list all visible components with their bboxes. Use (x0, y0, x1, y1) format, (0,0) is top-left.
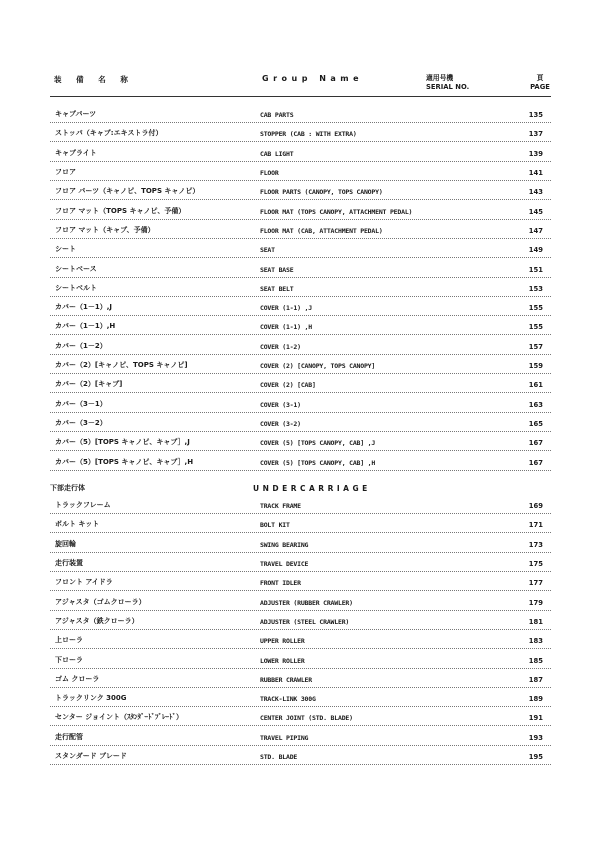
item-name-jp: ゴム クローラ (55, 674, 100, 683)
index-row[interactable] (50, 687, 551, 707)
item-name-jp: 走行装置 (55, 559, 83, 568)
page-number: 193 (528, 733, 543, 742)
header-rule (50, 96, 551, 97)
index-row[interactable] (50, 610, 551, 630)
index-row[interactable] (50, 373, 551, 393)
item-name-jp: カバー（3－2） (55, 418, 107, 427)
index-row[interactable] (50, 726, 551, 746)
page-number: 169 (528, 502, 543, 511)
item-name-en: COVER (1-1) ,H (260, 323, 312, 332)
header-page (530, 74, 550, 91)
item-name-jp: カバー（1－2） (55, 341, 107, 350)
item-name-en: COVER (5) [TOPS CANOPY, CAB] ,H (260, 458, 376, 467)
index-row[interactable] (50, 122, 551, 142)
header-page-en: PAGE (530, 82, 550, 91)
index-row[interactable] (50, 200, 551, 220)
page-number: 163 (528, 400, 543, 409)
index-row[interactable] (50, 668, 551, 688)
index-row[interactable] (50, 450, 551, 470)
page-number: 177 (528, 579, 543, 588)
page-number: 173 (528, 540, 543, 549)
item-name-jp: 走行配管 (55, 732, 83, 741)
page-number: 153 (528, 284, 543, 293)
item-name-en: BOLT KIT (260, 521, 290, 530)
index-row[interactable] (50, 103, 551, 123)
index-row[interactable] (50, 431, 551, 451)
page-number: 183 (528, 637, 543, 646)
index-row[interactable] (50, 277, 551, 297)
index-row[interactable] (50, 335, 551, 355)
item-name-jp: フロント アイドラ (55, 578, 113, 587)
index-row[interactable] (50, 648, 551, 668)
item-name-en: COVER (2) [CANOPY, TOPS CANOPY] (260, 362, 376, 371)
index-row[interactable] (50, 393, 551, 413)
header-name-jp: 装 備 名 称 (54, 75, 134, 84)
item-name-en: COVER (1-2) (260, 342, 301, 351)
index-row[interactable] (50, 219, 551, 239)
index-row[interactable] (50, 571, 551, 591)
item-name-jp: ストッパ（キャブ:エキストラ付） (55, 129, 163, 138)
item-name-en: TRAVEL PIPING (260, 733, 309, 742)
index-row[interactable] (50, 706, 551, 726)
item-name-en: TRACK FRAME (260, 502, 301, 511)
item-name-jp: フロア マット（キャブ、予備） (55, 225, 155, 234)
item-name-jp: トラックフレーム (55, 501, 111, 510)
item-name-en: SEAT BELT (260, 284, 294, 293)
index-row[interactable] (50, 552, 551, 572)
page-number: 157 (528, 342, 543, 351)
item-name-jp: キャブライト (55, 148, 97, 157)
index-row[interactable] (50, 315, 551, 335)
item-name-en: COVER (1-1) ,J (260, 304, 312, 313)
page-number: 155 (528, 304, 543, 313)
page-number: 167 (528, 439, 543, 448)
item-name-jp: 旋回輪 (55, 539, 76, 548)
item-name-jp: フロア パーツ（キャノピ、TOPS キャノピ） (55, 187, 200, 196)
item-name-en: UPPER ROLLER (260, 637, 305, 646)
section-title-jp: 下部走行体 (50, 484, 85, 492)
item-name-jp: カバー（2）[キャブ] (55, 380, 123, 389)
item-name-jp: 下ローラ (55, 655, 83, 664)
item-name-jp: カバー（2）[キャノピ、TOPS キャノピ] (55, 361, 188, 370)
page-number: 145 (528, 207, 543, 216)
item-name-jp: カバー（5）[TOPS キャノピ、キャブ］,J (55, 438, 190, 447)
page-number: 139 (528, 149, 543, 158)
item-name-jp: キャブパーツ (55, 110, 97, 119)
item-name-en: TRAVEL DEVICE (260, 560, 309, 569)
item-name-en: TRACK-LINK 300G (260, 695, 316, 704)
item-name-jp: スタンダード ブレード (55, 752, 127, 761)
page-number: 143 (528, 188, 543, 197)
index-row[interactable] (50, 745, 551, 765)
header-serial (426, 74, 469, 91)
page-number: 171 (528, 521, 543, 530)
item-name-en: ADJUSTER (STEEL CRAWLER) (260, 617, 350, 626)
section-title-en: UNDERCARRIAGE (253, 484, 371, 493)
item-name-en: FLOOR MAT (TOPS CANOPY, ATTACHMENT PEDAL) (260, 207, 413, 216)
page-number: 135 (528, 111, 543, 120)
item-name-jp: トラックリンク 300G (55, 694, 127, 703)
index-row[interactable] (50, 180, 551, 200)
item-name-en: FLOOR (260, 169, 279, 178)
item-name-en: CENTER JOINT (STD. BLADE) (260, 714, 353, 723)
page-number: 179 (528, 598, 543, 607)
page-number: 187 (528, 675, 543, 684)
index-row[interactable] (50, 513, 551, 533)
item-name-en: LOWER ROLLER (260, 656, 305, 665)
header-serial-en: SERIAL NO. (426, 82, 470, 91)
page-number: 137 (528, 130, 543, 139)
page-number: 147 (528, 226, 543, 235)
header-serial-jp: 適用号機 (426, 74, 454, 82)
item-name-en: CAB PARTS (260, 111, 294, 120)
item-name-en: STD. BLADE (260, 753, 298, 762)
header-group-name: Group Name (262, 74, 364, 83)
item-name-jp: センター ジョイント（ｽﾀﾝﾀﾞｰﾄﾞﾌﾞﾚｰﾄﾞ） (55, 713, 184, 722)
item-name-jp: シート (55, 245, 76, 254)
index-row[interactable] (50, 296, 551, 316)
item-name-jp: カバー（1－1）,H (55, 322, 116, 331)
page-number: 189 (528, 695, 543, 704)
item-name-en: SEAT (260, 246, 275, 255)
page-number: 181 (528, 617, 543, 626)
item-name-en: SWING BEARING (260, 540, 309, 549)
page-number: 151 (528, 265, 543, 274)
item-name-en: SEAT BASE (260, 265, 294, 274)
item-name-en: COVER (3-2) (260, 419, 301, 428)
item-name-jp: シートベース (55, 264, 97, 273)
item-name-jp: カバー（5）[TOPS キャノピ、キャブ］,H (55, 457, 194, 466)
item-name-en: STOPPER (CAB : WITH EXTRA) (260, 130, 357, 139)
page-number: 161 (528, 381, 543, 390)
page-number: 141 (528, 169, 543, 178)
item-name-en: CAB LIGHT (260, 149, 294, 158)
header-page-jp: 頁 (536, 74, 544, 82)
item-name-jp: シートベルト (55, 283, 97, 292)
item-name-en: FLOOR MAT (CAB, ATTACHMENT PEDAL) (260, 226, 383, 235)
item-name-jp: ボルト キット (55, 520, 100, 529)
item-name-en: FLOOR PARTS (CANOPY, TOPS CANOPY) (260, 188, 383, 197)
page-number: 185 (528, 656, 543, 665)
page-number: 165 (528, 419, 543, 428)
page-number: 191 (528, 714, 543, 723)
index-row[interactable] (50, 238, 551, 258)
index-row[interactable] (50, 354, 551, 374)
item-name-jp: カバー（1－1）,J (55, 303, 113, 312)
item-name-en: ADJUSTER (RUBBER CRAWLER) (260, 598, 353, 607)
item-name-en: COVER (2) [CAB] (260, 381, 316, 390)
section-header (50, 481, 551, 495)
index-row[interactable] (50, 629, 551, 649)
item-name-en: FRONT IDLER (260, 579, 301, 588)
item-name-en: COVER (3-1) (260, 400, 301, 409)
index-row[interactable] (50, 494, 551, 514)
item-name-en: RUBBER CRAWLER (260, 675, 312, 684)
item-name-jp: アジャスタ（ゴムクローラ） (55, 597, 146, 606)
item-name-jp: 上ローラ (55, 636, 83, 645)
item-name-en: COVER (5) [TOPS CANOPY, CAB] ,J (260, 439, 376, 448)
index-row[interactable] (50, 533, 551, 553)
item-name-jp: フロア マット（TOPS キャノピ、予備） (55, 206, 186, 215)
item-name-jp: アジャスタ（鉄クローラ） (55, 616, 139, 625)
page-number: 175 (528, 560, 543, 569)
index-row[interactable] (50, 142, 551, 162)
page-number: 155 (528, 323, 543, 332)
index-row[interactable] (50, 161, 551, 181)
index-row[interactable] (50, 591, 551, 611)
item-name-jp: カバー（3－1） (55, 399, 107, 408)
page-number: 159 (528, 362, 543, 371)
item-name-jp: フロア (55, 168, 76, 177)
page-number: 149 (528, 246, 543, 255)
page-number: 195 (528, 753, 543, 762)
page-number: 167 (528, 458, 543, 467)
index-row[interactable] (50, 412, 551, 432)
index-row[interactable] (50, 257, 551, 277)
